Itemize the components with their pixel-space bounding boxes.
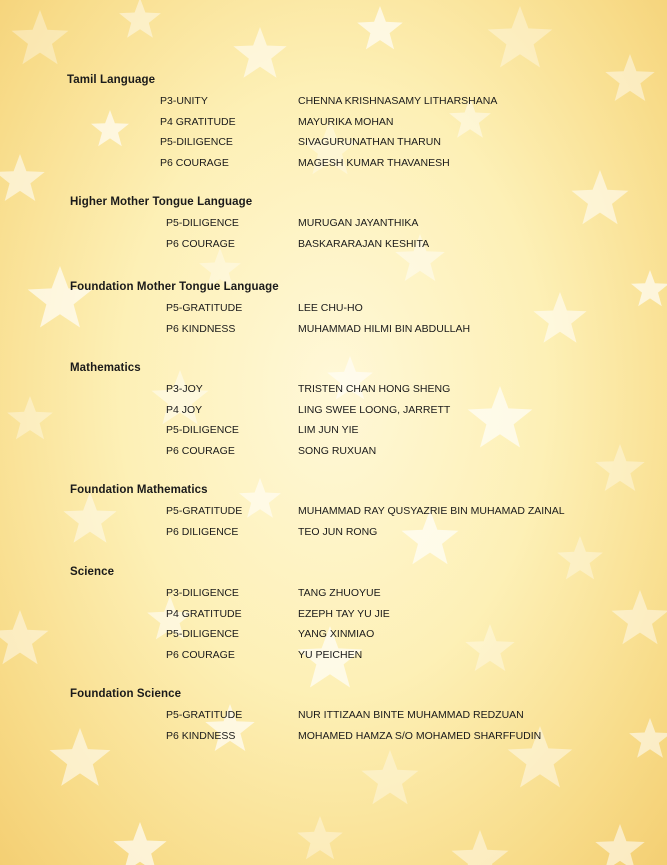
star-shape [595,824,644,865]
star-shape [233,27,286,78]
star-shape [297,816,343,859]
student-name: SONG RUXUAN [298,444,377,457]
star-shape [631,270,667,306]
student-name: LEE CHU-HO [298,302,363,314]
class-label: P6 COURAGE [160,156,229,169]
section-heading: Foundation Science [70,688,182,700]
student-name: TANG ZHUOYUE [298,587,381,599]
star-shape [50,728,111,786]
star-shape [468,386,533,448]
student-name: MUHAMMAD HILMI BIN ABDULLAH [298,322,471,335]
student-name: YU PEICHEN [298,648,363,661]
class-label: P6 COURAGE [166,237,235,250]
star-shape [557,536,603,579]
class-label: P4 GRATITUDE [160,115,236,128]
star-shape [465,624,514,671]
class-label: P5-DILIGENCE [166,628,239,640]
star-shape [357,6,403,49]
student-name: NUR ITTIZAAN BINTE MUHAMMAD REDZUAN [298,709,524,721]
class-label: P5-GRATITUDE [166,505,243,517]
star-shape [119,0,161,38]
star-shape [362,750,419,804]
student-name: LIM JUN YIE [298,424,359,436]
class-label: P3-UNITY [160,95,208,107]
star-shape [488,6,553,68]
class-label: P5-DILIGENCE [166,217,239,229]
class-label: P6 KINDNESS [166,729,236,742]
student-name: YANG XINMIAO [298,628,375,640]
star-shape [239,478,281,518]
star-shape [91,110,129,146]
class-label: P5-GRATITUDE [166,302,243,314]
star-shape [452,830,509,865]
section-heading: Foundation Mother Tongue Language [70,281,279,293]
section-heading: Tamil Language [67,74,156,86]
star-shape [595,444,644,491]
class-label: P5-DILIGENCE [160,136,233,148]
star-shape [12,10,69,64]
student-name: TRISTEN CHAN HONG SHENG [298,383,451,395]
section-heading: Mathematics [70,362,141,374]
star-shape [612,590,667,644]
section-heading: Higher Mother Tongue Language [70,196,253,208]
class-label: P6 DILIGENCE [166,525,239,538]
star-shape [629,718,667,758]
star-shape [152,370,209,424]
section-heading: Foundation Mathematics [70,484,208,496]
class-label: P6 KINDNESS [166,322,236,335]
star-shape [113,822,166,865]
star-shape [63,492,116,543]
student-name: MUHAMMAD RAY QUSYAZRIE BIN MUHAMAD ZAINAL [298,505,565,517]
star-shape [605,54,654,101]
star-shape [0,610,49,664]
star-shape [572,170,629,224]
student-name: MURUGAN JAYANTHIKA [298,217,419,229]
star-shape [402,510,459,564]
student-name: LING SWEE LOONG, JARRETT [298,403,451,416]
class-label: P3-DILIGENCE [166,587,239,599]
star-shape [0,154,45,201]
star-shape [28,266,93,328]
star-shape [7,396,53,439]
student-name: TEO JUN RONG [298,525,378,538]
class-label: P6 COURAGE [166,444,235,457]
star-shape [533,292,586,343]
student-name: SIVAGURUNATHAN THARUN [298,136,441,148]
student-name: CHENNA KRISHNASAMY LITHARSHANA [298,95,498,107]
student-name: MOHAMED HAMZA S/O MOHAMED SHARFFUDIN [298,729,542,742]
student-name: MAGESH KUMAR THAVANESH [298,156,450,169]
class-label: P5-GRATITUDE [166,709,243,721]
class-label: P3-JOY [166,383,203,395]
section-heading: Science [70,566,115,578]
student-name: BASKARARAJAN KESHITA [298,237,430,250]
class-label: P6 COURAGE [166,648,235,661]
student-name: MAYURIKA MOHAN [298,115,394,128]
class-label: P5-DILIGENCE [166,424,239,436]
class-label: P4 GRATITUDE [166,607,242,620]
class-label: P4 JOY [166,403,203,416]
student-name: EZEPH TAY YU JIE [298,607,390,620]
